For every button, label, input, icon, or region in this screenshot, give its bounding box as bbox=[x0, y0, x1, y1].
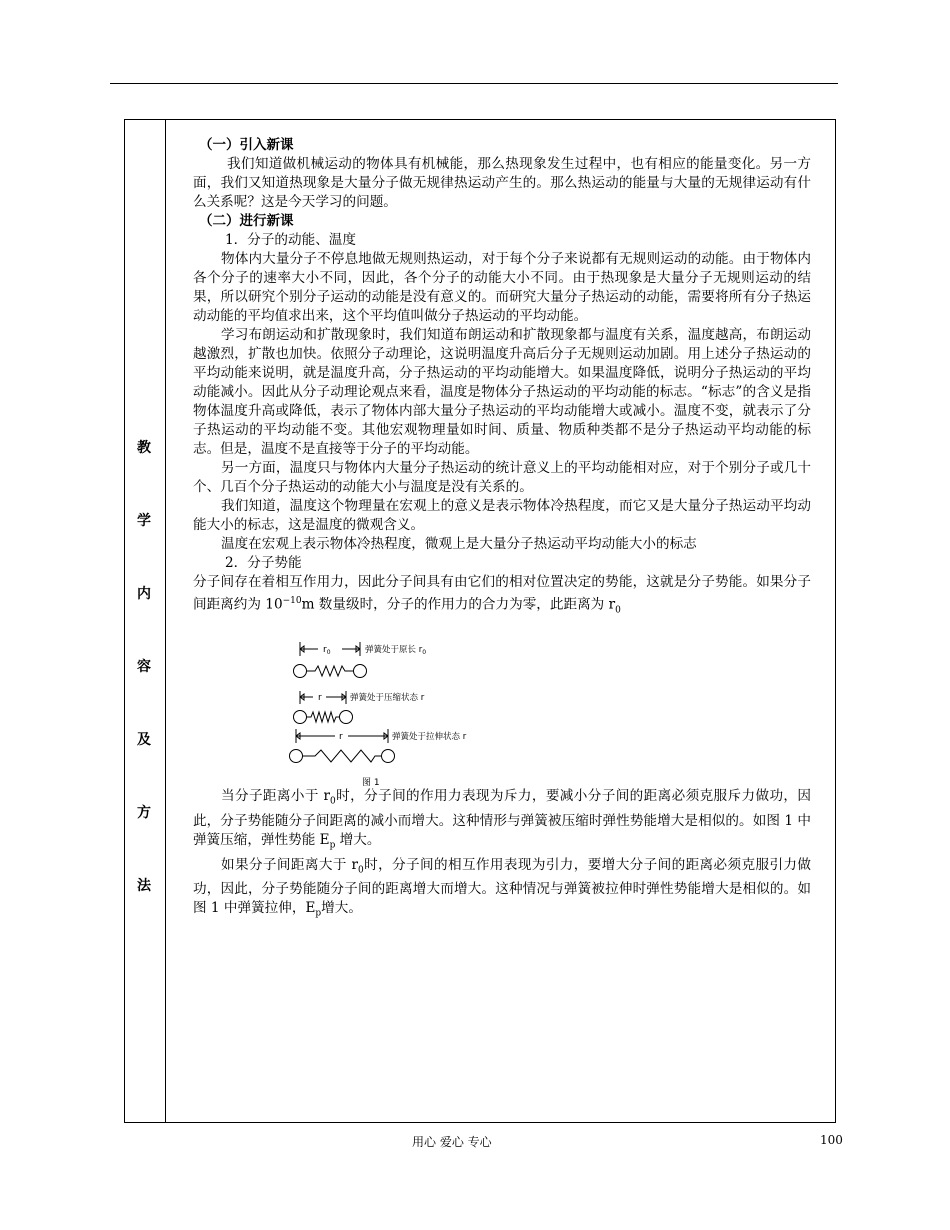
side-char: 方 bbox=[137, 805, 151, 821]
figure-1 bbox=[193, 622, 811, 787]
section2-heading: （二）进行新课 bbox=[199, 213, 294, 229]
paragraph-2: 学习布朗运动和扩散现象时，我们知道布朗运动和扩散现象都与温度有关系，温度越高，布朗运动越激烈，扩散也加快。依照分子动理论，这说明温度升高后分子无规则运动加剧。用上述分子热运动的平均动能来说明，就是温度升高，分子热运动的平均动能增大。如果温度降低，说明分子热运动的平均动能减小。因此从分子动理论观点来看，温度是物体分子热运动的平均动能的标志。“标志”的含义是指物体温度升高或降低，表示了物体内部大量分子热运动的平均动能增大或减小。温度不变，就表示了分子热运动的平均动能不变。其他宏观物理量如时间、质量、物质种类都不是分子热运动平均动能的标志。但是，温度不是直接等于分子的平均动能。 bbox=[193, 327, 811, 457]
header-rule bbox=[110, 83, 838, 84]
paragraph-1: 物体内大量分子不停息地做无规则热运动，对于每个分子来说都有无规则运动的动能。由于物体内各个分子的速率大小不同，因此，各个分子的动能大小不同。由于热现象是大量分子无规则运动的结果，所以研究个别分子运动的动能是没有意义的。而研究大量分子热运动的动能，需要将所有分子热运动动能的平均值求出来，这个平均值叫做分子热运动的平均动能。 bbox=[193, 251, 811, 324]
paragraph-8: 如果分子间距离大于 $r_0$时，分子间的相互作用表现为引力，要增大分子间的距离必须克服引力做功，因此，分子势能随分子间的距离增大而增大。这种情况与弹簧被拉伸时弹性势能增大是相似的。如图 1 中弹簧拉伸，$E_p$增大。 bbox=[193, 856, 811, 920]
subsection1-title: 1．分子的动能、温度 bbox=[225, 232, 356, 248]
paragraph-5: 温度在宏观上表示物体冷热程度，微观上是大量分子热运动平均动能大小的标志 bbox=[221, 536, 697, 552]
paragraph-4: 我们知道，温度这个物理量在宏观上的意义是表示物体冷热程度，而它又是大量分子热运动平均动能大小的标志，这是温度的微观含义。 bbox=[193, 498, 811, 533]
side-char: 教 bbox=[137, 440, 151, 456]
section1-heading: （一）引入新课 bbox=[199, 137, 294, 153]
side-char: 内 bbox=[137, 586, 151, 602]
column-divider bbox=[165, 119, 166, 1123]
caption-stretched: 弹簧处于拉伸状态 r bbox=[392, 732, 467, 743]
footer-slogan: 用心 爱心 专心 bbox=[412, 1135, 492, 1149]
section1-paragraph: 我们知道做机械运动的物体具有机械能，那么热现象发生过程中，也有相应的能量变化。另一方面，我们又知道热现象是大量分子做无规律热运动产生的。那么热运动的能量与大量的无规律运动有什么关系呢？这是今天学习的问题。 bbox=[193, 156, 811, 210]
subsection2-title: 2．分子势能 bbox=[225, 555, 302, 571]
label-r-stretched: r bbox=[339, 732, 343, 743]
caption-original: 弹簧处于原长 $r_0$ bbox=[365, 645, 427, 657]
spring-diagram bbox=[273, 622, 533, 787]
paragraph-6: 分子间存在着相互作用力，因此分子间具有由它们的相对位置决定的势能，这就是分子势能。如果分子间距离约为 $10^{-10}m$ 数量级时，分子的作用力的合力为零，此距离为 $r_0$ bbox=[193, 574, 811, 616]
label-r-compressed: r bbox=[318, 693, 322, 704]
lesson-content bbox=[193, 136, 811, 924]
side-char: 学 bbox=[137, 513, 151, 529]
paragraph-3: 另一方面，温度只与物体内大量分子热运动的统计意义上的平均动能相对应，对于个别分子或几十个、几百个分子热运动的动能大小与温度是没有关系的。 bbox=[193, 460, 811, 495]
label-r0: $r_0$ bbox=[323, 645, 331, 657]
paragraph-7: 当分子距离小于 $r_0$时，分子间的作用力表现为斥力，要减小分子间的距离必须克服斥力做功，因此，分子势能随分子间距离的减小而增大。这种情形与弹簧被压缩时弹性势能增大是相似的。如图 1 中弹簧压缩，弹性势能 $E_p$ 增大。 bbox=[193, 788, 811, 851]
page-number: 100 bbox=[820, 1133, 843, 1147]
side-char: 及 bbox=[137, 732, 151, 748]
figure-title: 图 1 bbox=[362, 778, 380, 788]
side-char: 容 bbox=[137, 659, 151, 675]
caption-compressed: 弹簧处于压缩状态 r bbox=[350, 693, 425, 704]
side-char: 法 bbox=[137, 878, 151, 894]
